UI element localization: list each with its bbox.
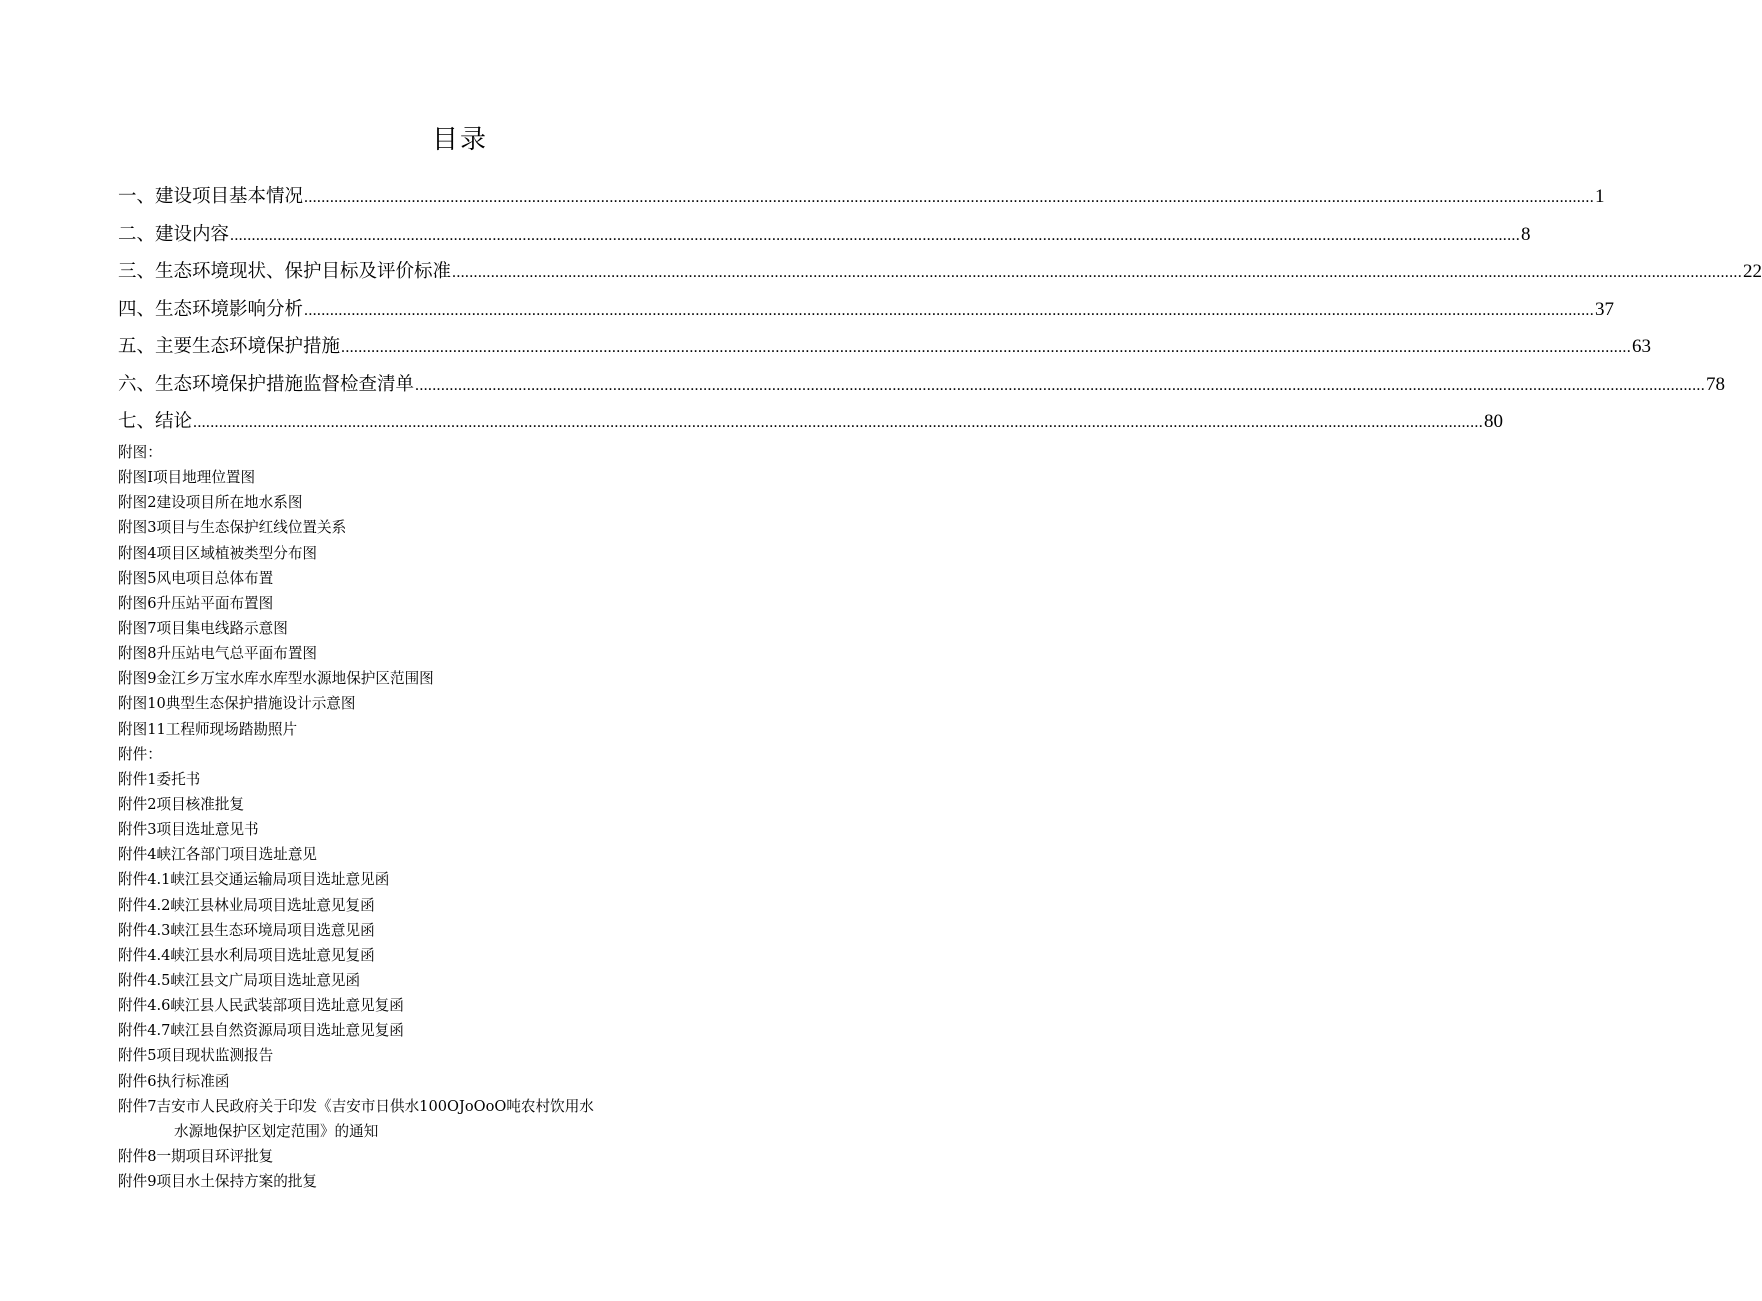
figure-item: 附图5风电项目总体布置 [118,569,274,587]
attachment-item: 附件3项目选址意见书 [118,821,259,839]
toc-entry[interactable] [118,291,1615,329]
toc-entry-label: 三、生态环境现状、保护目标及评价标准 [118,261,452,282]
page-title: 目录 [431,125,488,155]
toc-entry-page: 22 [1743,261,1762,282]
figure-item: 附图I项目地理位置图 [118,469,256,487]
toc-entry-page: 63 [1632,336,1652,357]
attachment-item: 附件4.1峡江县交通运输局项目选址意见函 [118,871,390,889]
toc-leader-dots: ............................................................................................................................................................................................................................................................................................................ [415,376,1706,394]
attachment-item: 附件4.5峡江县文广局项目选址意见函 [118,971,361,989]
toc-entry-page: 80 [1484,411,1504,432]
toc-leader-dots: ............................................................................................................................................................................................................................................................................................................ [304,301,1595,319]
toc-leader-dots: ............................................................................................................................................................................................................................................................................................................ [452,264,1743,281]
figure-item: 附图6升压站平面布置图 [118,594,274,612]
toc-entry[interactable] [118,253,1762,291]
figure-item: 附图2建设项目所在地水系图 [118,494,303,512]
toc-entry-label: 五、主要生态环境保护措施 [118,336,341,357]
toc-entry-label: 二、建设内容 [118,223,230,245]
toc-entry[interactable] [118,328,1652,366]
toc-entry[interactable] [118,403,1504,441]
figures-heading: 附图： [118,444,162,461]
toc-entry-page: 37 [1595,298,1615,320]
toc-leader-dots: ............................................................................................................................................................................................................................................................................................................ [341,339,1632,356]
toc-leader-dots: ............................................................................................................................................................................................................................................................................................................ [230,226,1521,244]
attachment-item-continuation: 水源地保护区划定范围》的通知 [174,1122,379,1140]
figure-item: 附图4项目区域植被类型分布图 [118,544,318,562]
attachment-item: 附件2项目核准批复 [118,795,245,813]
attachment-item: 附件8一期项目环评批复 [118,1147,274,1165]
figure-item: 附图3项目与生态保护红线位置关系 [118,519,347,537]
toc-leader-dots: ............................................................................................................................................................................................................................................................................................................ [304,189,1595,206]
toc-entry-label: 四、生态环境影响分析 [118,298,304,320]
attachment-item: 附件6执行标准函 [118,1072,230,1090]
attachment-item: 附件5项目现状监测报告 [118,1047,274,1065]
attachment-item: 附件4.6峡江县人民武装部项目选址意见复函 [118,997,404,1015]
attachments-heading: 附件： [118,745,162,763]
toc-entry[interactable] [118,216,1531,254]
figure-item: 附图10典型生态保护措施设计示意图 [118,695,356,713]
figure-item: 附图8升压站电气总平面布置图 [118,645,318,663]
appendix-list [118,440,818,1194]
toc-entry-label: 一、建设项目基本情况 [118,186,304,207]
toc-entry-page: 78 [1706,373,1726,395]
toc-entry[interactable] [118,366,1726,404]
toc-leader-dots: ............................................................................................................................................................................................................................................................................................................ [193,414,1484,431]
attachment-item: 附件4.2峡江县林业局项目选址意见复函 [118,896,375,914]
table-of-contents [118,178,1762,441]
attachment-item: 附件9项目水土保持方案的批复 [118,1173,318,1191]
attachment-item: 附件4.4峡江县水利局项目选址意见复函 [118,946,375,964]
figure-item: 附图11工程师现场踏勘照片 [118,720,298,738]
attachment-item: 附件4.7峡江县自然资源局项目选址意见复函 [118,1022,404,1040]
attachment-item: 附件4.3峡江县生态环境局项目选意见函 [118,921,375,939]
toc-entry-label: 六、生态环境保护措施监督检查清单 [118,373,415,395]
attachment-item: 附件1委托书 [118,770,201,788]
toc-entry-label: 七、结论 [118,411,193,432]
figure-item: 附图7项目集电线路示意图 [118,619,288,637]
toc-entry[interactable] [118,178,1605,216]
attachment-item: 附件7吉安市人民政府关于印发《吉安市日供水100OJoOoO吨农村饮用水 [118,1097,594,1115]
toc-entry-page: 1 [1595,186,1605,207]
toc-entry-page: 8 [1521,223,1531,245]
attachment-item: 附件4峡江各部门项目选址意见 [118,846,318,864]
figure-item: 附图9金江乡万宝水库水库型水源地保护区范围图 [118,670,434,688]
